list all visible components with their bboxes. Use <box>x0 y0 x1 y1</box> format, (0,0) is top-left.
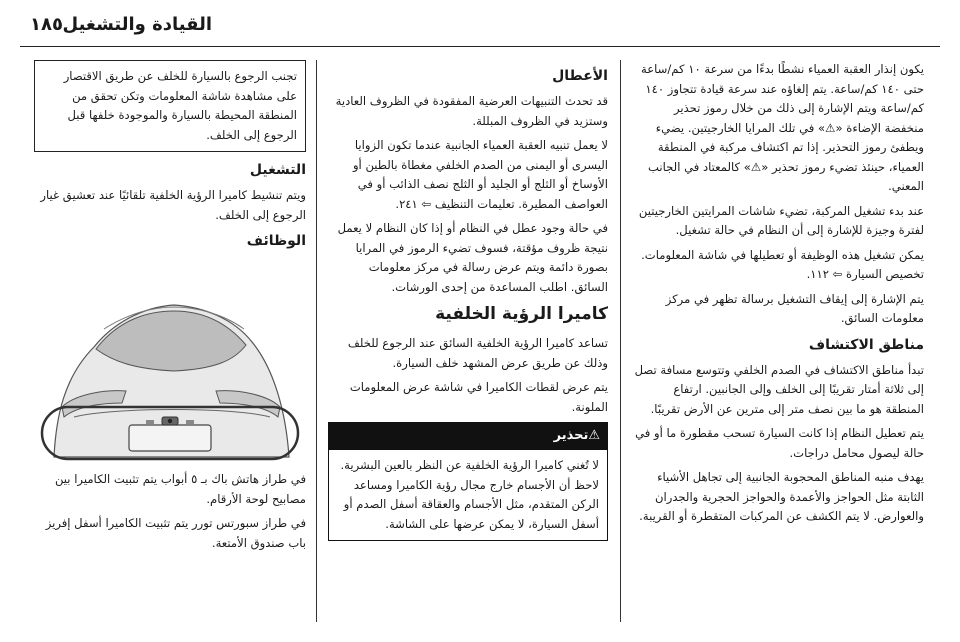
detection-zones-paragraph-1: تبدأ مناطق الاكتشاف في الصدم الخلفي وتتوسع مسافة تصل إلى ثلاثة أمتار تقريبًا إلى الخلف وإلى الجانبين. ارتفاع المنطقة هو ما بين نصف متر إلى مترين عن الأرض تقريبًا. <box>634 362 924 416</box>
rear-camera-paragraph-1: تساعد كاميرا الرؤية الخلفية السائق عند الرجوع للخلف وذلك عن طريق عرض المشهد خلف السيارة. <box>347 336 608 370</box>
blind-spot-paragraph-2: عند بدء تشغيل المركبة، تضيء شاشات المرايتين الخارجيتين لفترة وجيزة للإشارة إلى أن النظام في حالة تشغيل. <box>638 203 924 237</box>
column-divider-left <box>316 60 317 622</box>
warning-title: ⚠تحذير <box>328 422 608 450</box>
detection-zones-heading: مناطق الاكتشاف <box>808 336 924 353</box>
activation-paragraph: ويتم تنشيط كاميرا الرؤية الخلفية تلقائيًا عند تعشيق غيار الرجوع إلى الخلف. <box>40 188 306 222</box>
hatchback-caption: في طراز هاتش باك بـ ٥ أبواب يتم تثبيت الكاميرا بين مصابيح لوحة الأرقام. <box>54 472 306 506</box>
faults-heading: الأعطال <box>552 68 608 84</box>
detection-zones-paragraph-2: يتم تعطيل النظام إذا كانت السيارة تسحب مقطورة ما أو في حالة ليصول محامل دراجات. <box>635 426 924 460</box>
blind-spot-paragraph-1: يكون إنذار العقبة العمياء نشطًا بدءًا من سرعة ١٠ كم/ساعة حتى ١٤٠ كم/ساعة. يتم إلغاؤه عند سرعة قيادة تتجاوز ١٤٠ كم/ساعة ويتم الإشارة إلى ذلك من خلال رموز تحذير منخفضة الإضاءة «⚠» في تلك المرايا الخارجيتين. يضيء ويطفئ رموز التحذير. إذا تم اكتشاف مركبة في المنطقة العمياء، حينئذ تضيء رموز تحذير «⚠» كالمعتاد في الجانب المعني. <box>641 62 924 193</box>
blind-spot-paragraph-3: يمكن تشغيل هذه الوظيفة أو تعطيلها في شاشة المعلومات. تخصيص السيارة ⇦ ١١٢. <box>641 247 924 281</box>
caution-box: تجنب الرجوع بالسيارة للخلف عن طريق الاقتصار على مشاهدة شاشة المعلومات وتكن تحقق من المنطقة المحيطة بالسيارة والموجودة خلفها قبل الرجوع إلى الخلف. <box>34 60 306 152</box>
warning-box <box>328 422 608 541</box>
activation-heading: التشغيل <box>249 162 306 178</box>
detection-zones-paragraph-3: يهدف منبه المناطق المحجوبة الجانبية إلى تجاهل الأشياء الثابتة مثل الحواجز والأعمدة والحواجز الحجرية والجدران والعوارض. لا يتم الكشف عن المركبات المتقطرة أو القريبة. <box>639 470 924 523</box>
warning-text: لا تُغني كاميرا الرؤية الخلفية عن النظر بالعين البشرية. لاحظ أن الأجسام خارج مجال رؤية الكاميرا ومساعد الركن المتقدم، مثل الأجسام والعقاقة أسفل الصدم أو أسفل السيارة، لا يمكن عرضها على الشاشة. <box>328 450 608 541</box>
column-divider-right <box>620 60 621 622</box>
column-right <box>632 60 924 532</box>
rear-camera-car-illustration <box>34 257 306 462</box>
column-left <box>34 60 306 558</box>
blind-spot-paragraph-4: يتم الإشارة إلى إيقاف التشغيل برسالة تظهر في مركز معلومات السائق. <box>665 291 924 325</box>
faults-paragraph-1: قد تحدث التنبيهات العرضية المفقودة في الظروف العادية وستزيد في الظروف المبللة. <box>335 94 608 128</box>
sports-tourer-caption: في طراز سبورتس تورر يتم تثبيت الكاميرا أسفل إفريز باب صندوق الأمتعة. <box>45 516 306 550</box>
rear-camera-heading: كاميرا الرؤية الخلفية <box>435 304 608 324</box>
page-number: ١٨٥ <box>30 14 63 35</box>
functions-heading: الوظائف <box>246 233 306 249</box>
header-rule <box>20 46 940 47</box>
page-header <box>0 8 960 38</box>
rear-camera-paragraph-2: يتم عرض لقطات الكاميرا في شاشة عرض المعلومات الملونة. <box>349 380 608 414</box>
chapter-title: القيادة والتشغيل <box>62 14 212 35</box>
faults-paragraph-3: في حالة وجود عطل في النظام أو إذا كان النظام لا يعمل نتيجة ظروف مؤقتة، فسوف تضيء الرموز في المرايا بصورة دائمة ويتم عرض رسالة في مركز معلومات السائق. اطلب المساعدة من إحدى الورشات. <box>337 221 608 294</box>
faults-paragraph-2: لا يعمل تنبيه العقبة العمياء الجانبية عندما تكون الزوايا اليسرى أو اليمنى من الصدم الخلفي مغطاة بالطين أو الأوساخ أو الثلج أو الجليد أو الثلج نصف الذائب أو في العواصف المطيرة. تعليمات التنظيف ⇦ ٢٤١. <box>352 138 608 211</box>
column-middle <box>328 60 608 541</box>
